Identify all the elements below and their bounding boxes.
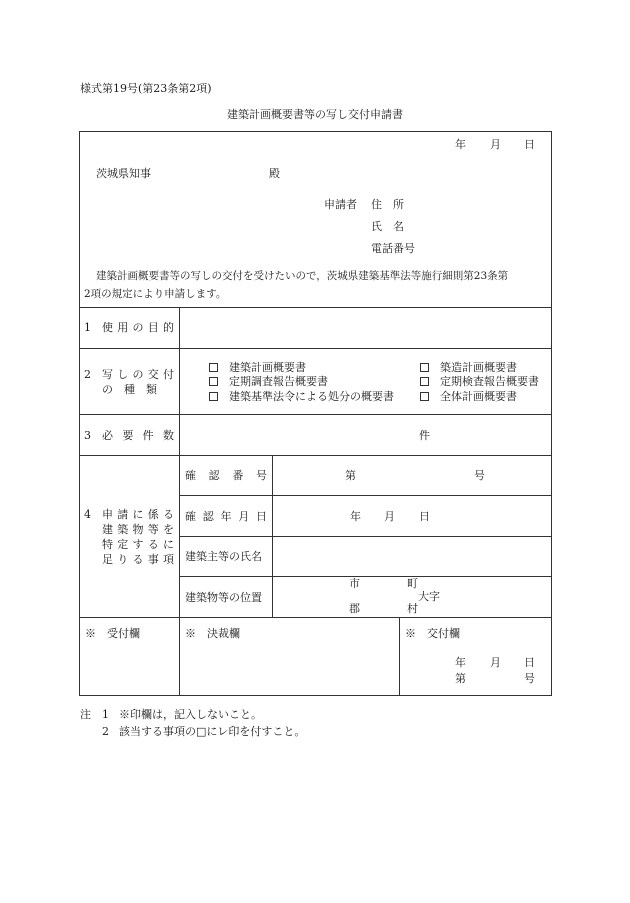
row-divider xyxy=(79,455,552,456)
count-unit: 件 xyxy=(419,429,430,442)
option-label: 全体計画概要書 xyxy=(440,390,517,403)
date-month: 月 xyxy=(490,138,501,151)
issue-number-suffix: 号 xyxy=(524,672,535,685)
option-building-plan[interactable] xyxy=(209,362,306,373)
issue-number-prefix: 第 xyxy=(455,672,466,685)
option-label: 建築計画概要書 xyxy=(229,361,306,374)
building-number: 4 xyxy=(84,508,91,521)
phone-label: 電話番号 xyxy=(371,242,415,255)
issue-field: ※ 交付欄 xyxy=(405,627,460,640)
honorific: 殿 xyxy=(269,167,280,180)
location-county: 郡 xyxy=(349,602,360,615)
option-overall-plan[interactable] xyxy=(420,391,517,402)
copy-type-label: の 種 類 xyxy=(102,383,157,396)
row-divider xyxy=(79,617,552,618)
checkbox[interactable] xyxy=(209,392,218,401)
form-number: 様式第19号(第23条第2項) xyxy=(80,82,212,95)
column-divider xyxy=(179,307,180,696)
copy-type-number: 2 xyxy=(84,368,91,381)
confirm-date-year: 年 xyxy=(350,510,361,523)
column-divider xyxy=(399,617,400,696)
note-1-text: ※印欄は，記入しないこと。 xyxy=(119,708,262,721)
option-structure-plan[interactable] xyxy=(420,362,517,373)
issue-year: 年 xyxy=(455,656,466,669)
location-village: 村 xyxy=(407,602,418,615)
count-label: 必要件数 xyxy=(102,429,174,442)
address-label: 住 所 xyxy=(371,198,404,211)
option-periodic-inspection[interactable] xyxy=(420,376,539,387)
applicant-label: 申請者 xyxy=(324,198,357,211)
copy-type-label: 写しの交付 xyxy=(102,368,174,381)
location-city: 市 xyxy=(349,577,360,590)
option-label: 築造計画概要書 xyxy=(440,361,517,374)
form-title: 建築計画概要書等の写し交付申請書 xyxy=(227,108,403,121)
checkbox[interactable] xyxy=(209,377,218,386)
option-label: 定期調査報告概要書 xyxy=(229,375,328,388)
building-label-line: 申請に係る xyxy=(102,508,174,521)
location-oaza: 大字 xyxy=(418,590,440,603)
issue-month: 月 xyxy=(490,656,501,669)
decision-field: ※ 決裁欄 xyxy=(185,627,240,640)
checkbox[interactable] xyxy=(209,363,218,372)
building-label-line: 建築物等を xyxy=(102,523,174,536)
building-label-line: 足りる事項 xyxy=(102,553,174,566)
owner-label: 建築主等の氏名 xyxy=(185,550,262,563)
confirm-number-suffix: 号 xyxy=(474,469,485,482)
row-divider xyxy=(179,495,552,496)
confirm-date-day: 日 xyxy=(419,510,430,523)
row-divider xyxy=(79,348,552,349)
row-divider xyxy=(79,307,552,308)
option-label: 定期検査報告概要書 xyxy=(440,375,539,388)
checkbox[interactable] xyxy=(420,392,429,401)
option-label: 建築基準法令による処分の概要書 xyxy=(229,390,394,403)
confirm-number-label: 確認番号 xyxy=(185,469,267,482)
date-year: 年 xyxy=(455,138,466,151)
option-disposition[interactable] xyxy=(209,391,394,402)
application-text-line2: 2項の規定により申請します。 xyxy=(84,288,227,300)
location-town: 町 xyxy=(407,577,418,590)
row-divider xyxy=(179,576,552,577)
name-label: 氏 名 xyxy=(371,220,404,233)
row-divider xyxy=(179,536,552,537)
option-periodic-survey[interactable] xyxy=(209,376,328,387)
note-2-text: 該当する事項の□にレ印を付すこと。 xyxy=(119,725,306,738)
confirm-number-prefix: 第 xyxy=(345,469,356,482)
confirm-date-month: 月 xyxy=(384,510,395,523)
count-number: 3 xyxy=(84,429,91,442)
reception-field: ※ 受付欄 xyxy=(85,627,140,640)
application-text-line1: 建築計画概要書等の写しの交付を受けたいので，茨城県建築基準法等施行細則第23条第 xyxy=(96,270,509,282)
notes-label: 注 xyxy=(80,708,91,721)
purpose-label: 使用の目的 xyxy=(102,321,174,334)
building-label-line: 特定するに xyxy=(102,538,174,551)
checkbox[interactable] xyxy=(420,363,429,372)
column-divider xyxy=(272,455,273,617)
note-2-number: 2 xyxy=(102,725,109,738)
date-day: 日 xyxy=(524,138,535,151)
location-label: 建築物等の位置 xyxy=(185,591,262,604)
checkbox[interactable] xyxy=(420,377,429,386)
confirm-date-label: 確認年月日 xyxy=(185,510,267,523)
issue-day: 日 xyxy=(524,656,535,669)
purpose-number: 1 xyxy=(84,321,91,334)
addressee: 茨城県知事 xyxy=(96,167,151,180)
note-1-number: 1 xyxy=(102,708,109,721)
row-divider xyxy=(79,414,552,415)
